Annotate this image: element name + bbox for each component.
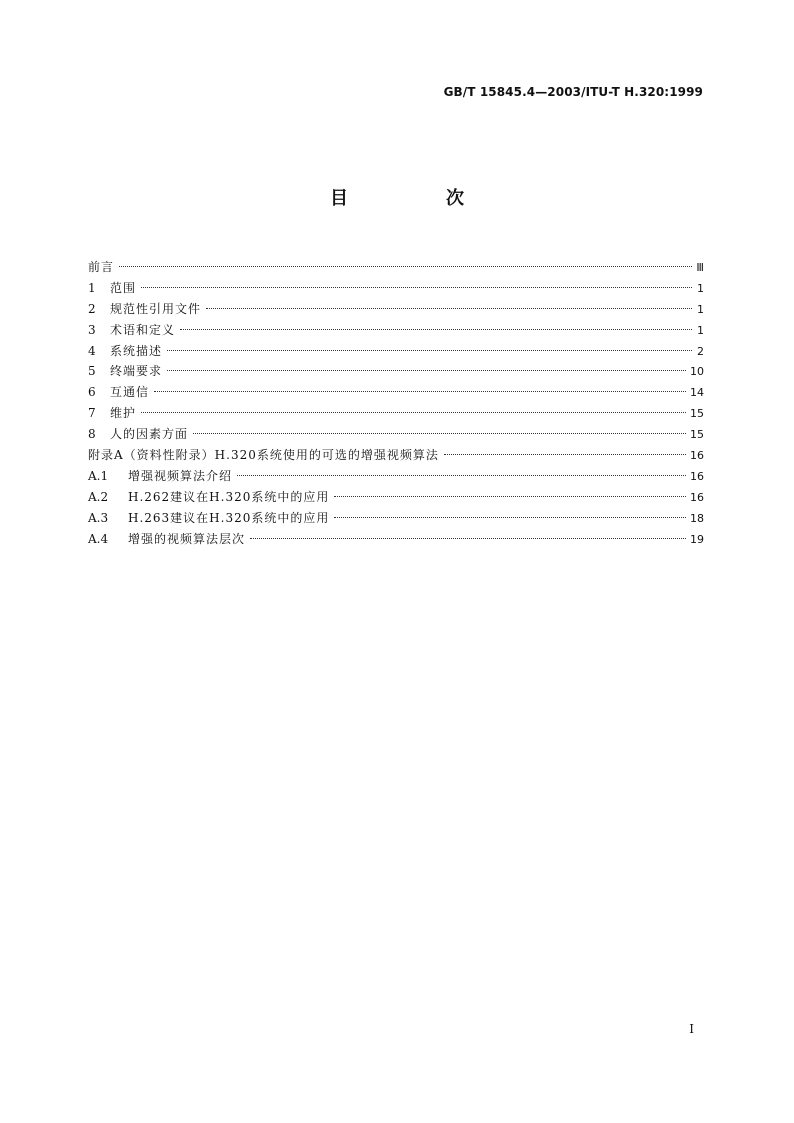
toc-entry-annex-a[interactable]: [88, 445, 704, 466]
toc-entry-maintenance[interactable]: [88, 403, 704, 424]
dot-leader: [193, 433, 686, 434]
toc-entry-number: 1: [88, 280, 96, 295]
dot-leader: [334, 517, 686, 518]
toc-entry-label: H.262建议在H.320系统中的应用: [128, 489, 330, 504]
toc-entry-label: 前言: [88, 260, 115, 274]
page-title: 目 次: [330, 188, 504, 209]
toc-entry-a1[interactable]: [88, 466, 704, 487]
dot-leader: [141, 287, 692, 288]
dot-leader: [237, 475, 686, 476]
toc-entry-number: 7: [88, 406, 96, 421]
toc-entry-page: 1: [697, 302, 704, 316]
toc-entry-number: 5: [88, 364, 96, 379]
standard-code-header: GB/T 15845.4—2003/ITU-T H.320:1999: [443, 85, 703, 99]
toc-entry-number: A.4: [88, 531, 109, 546]
toc-entry-system-description[interactable]: [88, 341, 704, 362]
dot-leader: [119, 266, 692, 267]
toc-entry-number: A.3: [88, 510, 109, 525]
toc-entry-page: 19: [690, 532, 704, 546]
toc-entry-terminal-requirements[interactable]: [88, 361, 704, 382]
page-number: I: [689, 1022, 694, 1036]
toc-entry-number: 8: [88, 427, 96, 442]
toc-entry-page: 1: [697, 323, 704, 337]
toc-entry-page: 16: [690, 490, 704, 504]
toc-entry-label: 范围: [110, 280, 137, 295]
dot-leader: [334, 496, 686, 497]
toc-entry-scope[interactable]: [88, 278, 704, 299]
toc-entry-page: 14: [690, 386, 704, 400]
toc-entry-number: 3: [88, 322, 96, 337]
toc-entry-label: 互通信: [110, 385, 150, 400]
dot-leader: [180, 329, 692, 330]
toc-entry-label: 人的因素方面: [110, 427, 189, 442]
toc-entry-page: 18: [690, 511, 704, 525]
toc-entry-label: 增强视频算法介绍: [128, 468, 233, 483]
toc-entry-page: 1: [697, 281, 704, 295]
toc-entry-page: 16: [690, 469, 704, 483]
toc-entry-foreword[interactable]: [88, 257, 704, 278]
table-of-contents: [88, 257, 704, 549]
toc-entry-page: 2: [697, 344, 704, 358]
toc-entry-page: 10: [690, 365, 704, 379]
toc-entry-interworking[interactable]: [88, 382, 704, 403]
toc-entry-normative-references[interactable]: [88, 299, 704, 320]
dot-leader: [167, 350, 692, 351]
toc-entry-label: 附录A（资料性附录）H.320系统使用的可选的增强视频算法: [88, 448, 439, 463]
toc-entry-number: A.1: [88, 468, 109, 483]
toc-entry-page: 15: [690, 407, 704, 421]
toc-entry-number: 2: [88, 301, 96, 316]
toc-entry-label: 规范性引用文件: [110, 301, 202, 316]
toc-entry-number: A.2: [88, 489, 109, 504]
toc-entry-a3[interactable]: [88, 508, 704, 529]
toc-entry-label: 系统描述: [110, 343, 163, 358]
dot-leader: [250, 538, 686, 539]
toc-entry-a4[interactable]: [88, 529, 704, 550]
toc-entry-label: 术语和定义: [110, 322, 176, 337]
toc-entry-terms-definitions[interactable]: [88, 320, 704, 341]
toc-entry-number: 6: [88, 385, 96, 400]
toc-entry-label: 终端要求: [110, 364, 163, 379]
toc-entry-page: 16: [690, 449, 704, 463]
toc-entry-page: 15: [690, 428, 704, 442]
toc-entry-page: Ⅲ: [696, 261, 704, 274]
toc-entry-a2[interactable]: [88, 487, 704, 508]
dot-leader: [206, 308, 692, 309]
dot-leader: [154, 391, 686, 392]
toc-entry-label: H.263建议在H.320系统中的应用: [128, 510, 330, 525]
toc-entry-label: 维护: [110, 406, 137, 421]
dot-leader: [167, 370, 686, 371]
toc-entry-human-factors[interactable]: [88, 424, 704, 445]
toc-entry-label: 增强的视频算法层次: [128, 531, 246, 546]
dot-leader: [141, 412, 686, 413]
toc-entry-number: 4: [88, 343, 96, 358]
dot-leader: [444, 454, 686, 455]
